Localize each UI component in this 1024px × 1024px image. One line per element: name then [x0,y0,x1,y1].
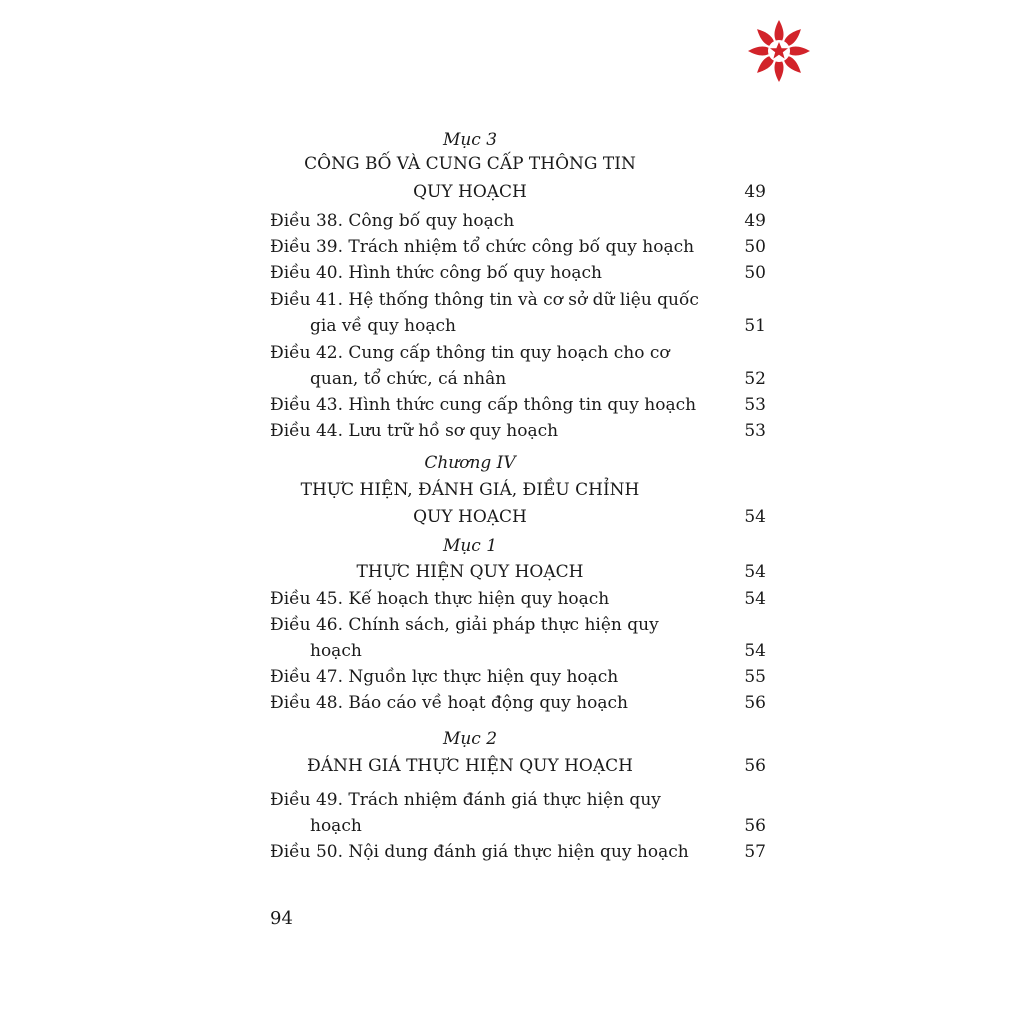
toc-entry-title: Mục 2 [442,729,498,749]
toc-entry-title: Chương IV [424,453,516,473]
toc-entry-title: quan, tổ chức, cá nhân [310,369,507,389]
toc-entry [270,260,766,286]
section-label [270,450,766,476]
toc-entry [270,366,766,392]
toc-entry-page: 53 [744,421,766,441]
toc-entry [270,839,766,865]
toc-entry-title: Điều 39. Trách nhiệm tổ chức công bố quy hoạch [270,237,695,257]
toc-entry-title: Điều 44. Lưu trữ hồ sơ quy hoạch [270,421,559,441]
toc-entry [270,208,766,234]
toc-entry-page: 56 [744,756,766,776]
toc-entry [270,787,766,813]
toc-entry-title: hoạch [310,816,362,836]
toc-entry-title: Điều 41. Hệ thống thông tin và cơ sở dữ liệu quốc [270,290,699,310]
toc-entry-title: QUY HOẠCH [413,182,527,202]
toc-entry-page: 52 [744,369,766,389]
toc-entry [270,234,766,260]
toc-entry-title: THỰC HIỆN QUY HOẠCH [356,562,584,582]
section-label [270,127,766,153]
section-heading [270,504,766,530]
toc-entry-title: Điều 42. Cung cấp thông tin quy hoạch cho cơ [270,343,670,363]
toc-entry-title: Điều 38. Công bố quy hoạch [270,211,515,231]
toc-entry-title: Điều 49. Trách nhiệm đánh giá thực hiện quy [270,790,661,810]
toc-entry-title: QUY HOẠCH [413,507,527,527]
toc-entry-title: Điều 47. Nguồn lực thực hiện quy hoạch [270,667,619,687]
toc-entry [270,392,766,418]
toc-entry-page: 51 [744,316,766,336]
toc-entry [270,287,766,313]
section-heading [270,179,766,205]
toc-entry-title: CÔNG BỐ VÀ CUNG CẤP THÔNG TIN [304,154,636,174]
toc-entry [270,664,766,690]
toc-entry-page: 56 [744,693,766,713]
toc-entry [270,313,766,339]
toc-entry-page: 54 [744,641,766,661]
toc-entry-page: 53 [744,395,766,415]
toc-entry-title: Điều 43. Hình thức cung cấp thông tin quy hoạch [270,395,697,415]
toc-entry-page: 49 [744,182,766,202]
toc-entry-page: 54 [744,589,766,609]
toc-entry-title: THỰC HIỆN, ĐÁNH GIÁ, ĐIỀU CHỈNH [300,480,640,500]
toc-entry-page: 50 [744,237,766,257]
toc-entry-title: Mục 1 [442,536,498,556]
section-label [270,726,766,752]
toc-entry [270,813,766,839]
section-heading [270,151,766,177]
toc-entry [270,418,766,444]
toc-entry-title: hoạch [310,641,362,661]
toc-entry-title: gia về quy hoạch [310,316,456,336]
toc-entry-title: Điều 46. Chính sách, giải pháp thực hiện quy [270,615,659,635]
toc-entry-page: 50 [744,263,766,283]
section-heading [270,477,766,503]
toc-entry-title: Mục 3 [442,130,498,150]
toc-entry-title: Điều 50. Nội dung đánh giá thực hiện quy hoạch [270,842,689,862]
toc-entry-title: Điều 40. Hình thức công bố quy hoạch [270,263,602,283]
toc-entry [270,612,766,638]
toc-entry-page: 57 [744,842,766,862]
toc-entry-title: ĐÁNH GIÁ THỰC HIỆN QUY HOẠCH [307,756,633,776]
toc-entry-page: 54 [744,507,766,527]
section-heading [270,559,766,585]
toc-entry-page: 56 [744,816,766,836]
toc-entry-page: 54 [744,562,766,582]
section-label [270,533,766,559]
toc-entry-page: 55 [744,667,766,687]
toc-entry [270,586,766,612]
toc-entry [270,690,766,716]
toc-entry-title: Điều 48. Báo cáo về hoạt động quy hoạch [270,693,628,713]
toc-entry-title: Điều 45. Kế hoạch thực hiện quy hoạch [270,589,610,609]
toc-entry [270,638,766,664]
section-heading [270,753,766,779]
toc-entry-page: 49 [744,211,766,231]
toc-entry [270,340,766,366]
page-number: 94 [270,908,293,929]
